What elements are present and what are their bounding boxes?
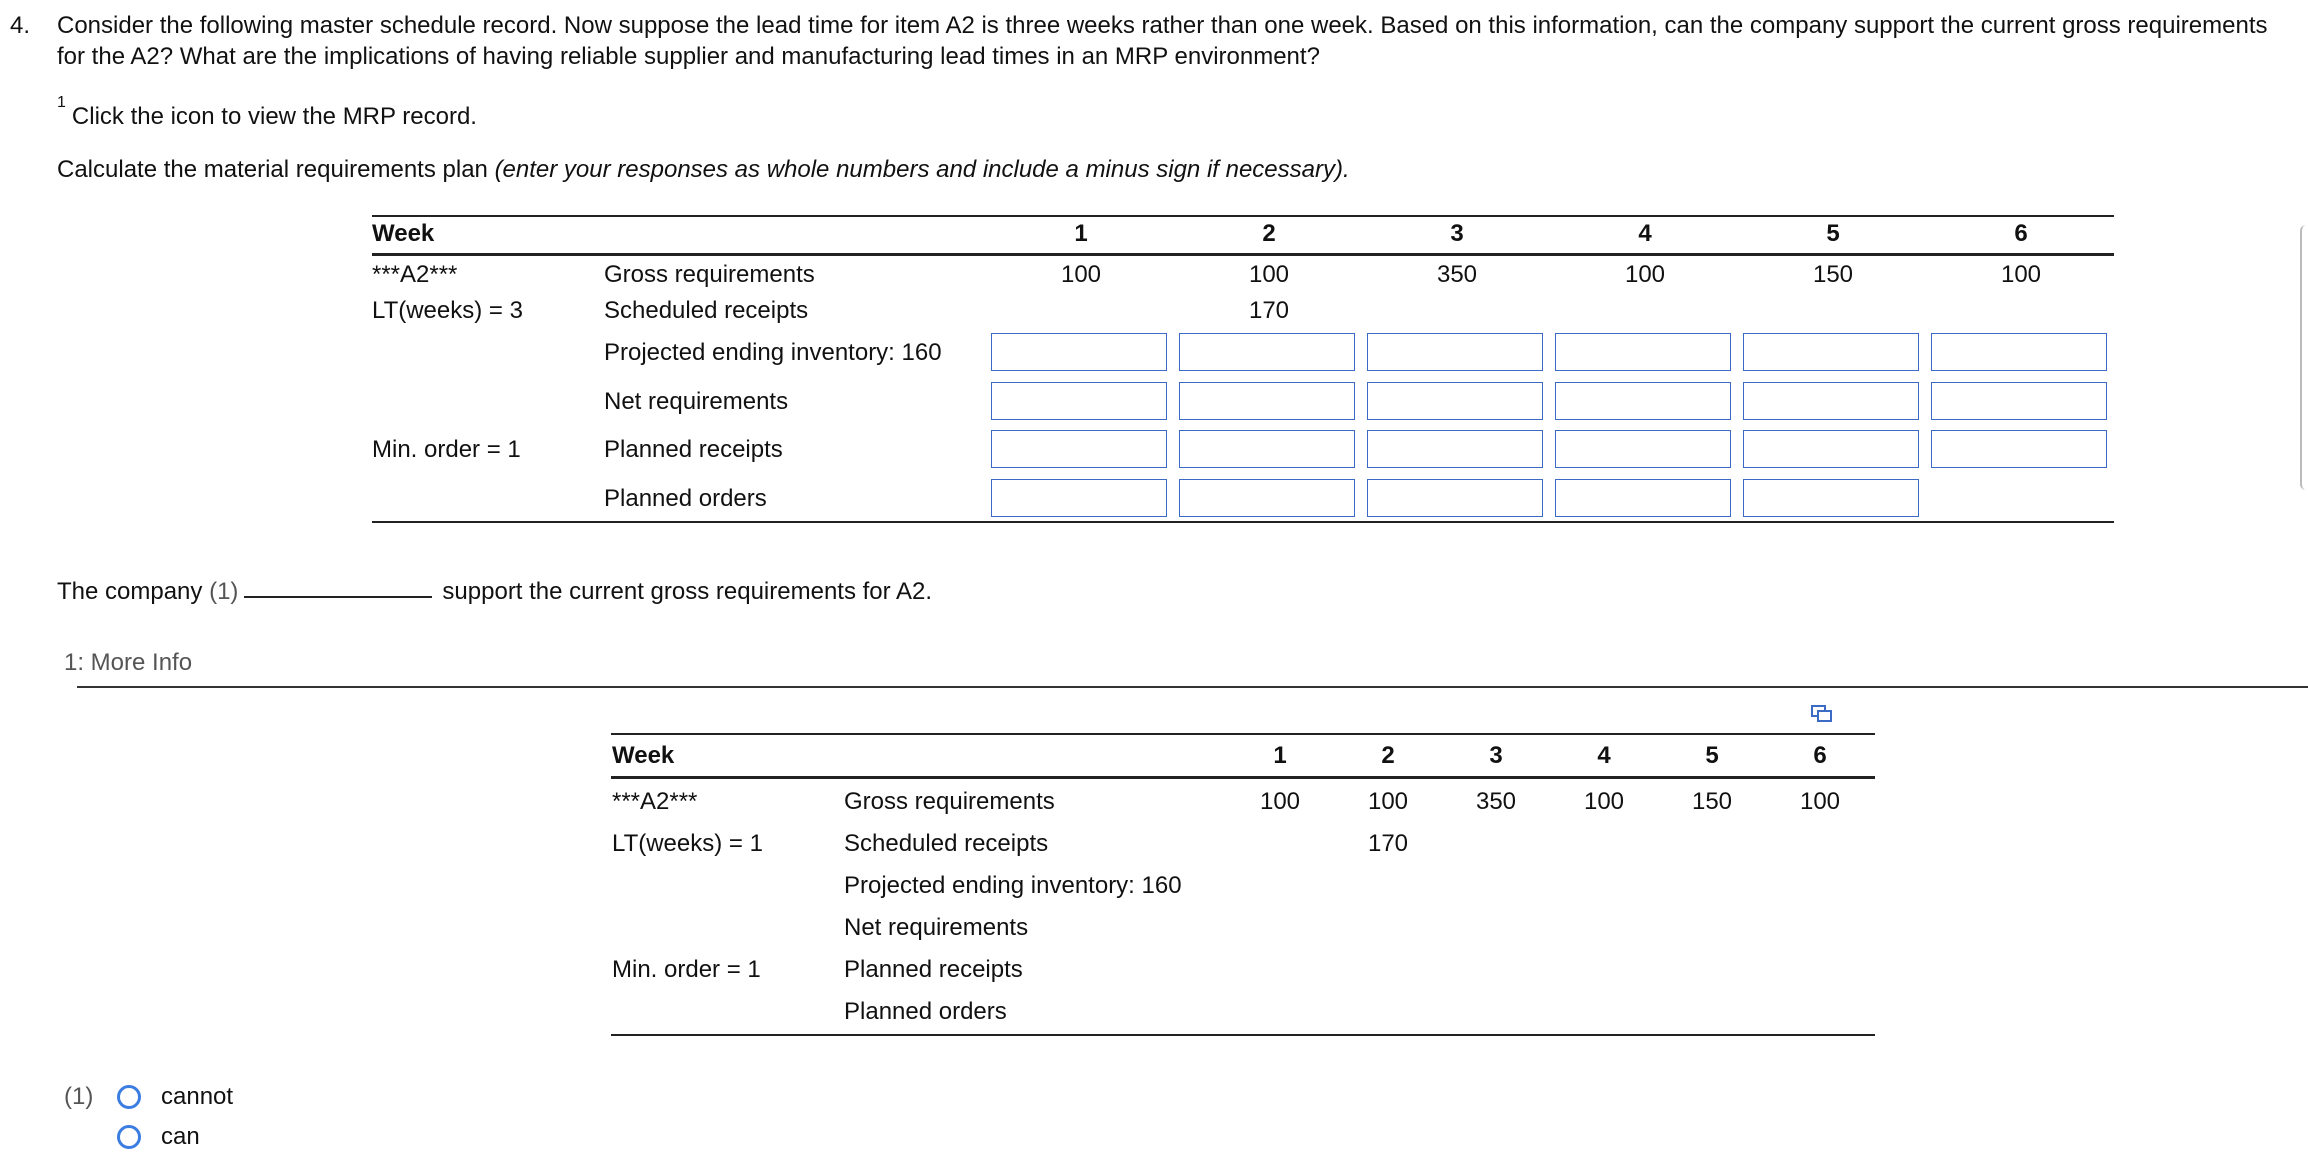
planned-receipts-input-week-1[interactable] xyxy=(991,430,1167,468)
planned-orders-input-week-2[interactable] xyxy=(1179,479,1355,517)
info-gross-week-4: 100 xyxy=(1583,788,1625,815)
projected-input-week-4[interactable] xyxy=(1555,333,1731,371)
item-label: ***A2*** xyxy=(372,261,458,288)
planned-orders-input-week-3[interactable] xyxy=(1367,479,1543,517)
options-ref: (1) xyxy=(64,1083,94,1110)
sentence-after: support the current gross requirements for A2. xyxy=(442,578,932,605)
table-bottom-rule xyxy=(372,521,2114,523)
gross-week-2: 100 xyxy=(1248,261,1290,288)
info-row-label-scheduled: Scheduled receipts xyxy=(844,830,1049,857)
option-cannot-label[interactable]: cannot xyxy=(161,1083,234,1110)
info-week-4-header: 4 xyxy=(1597,742,1611,769)
table-top-rule xyxy=(372,215,2114,217)
info-week-3-header: 3 xyxy=(1489,742,1503,769)
info-week-5-header: 5 xyxy=(1705,742,1719,769)
planned-receipts-input-week-4[interactable] xyxy=(1555,430,1731,468)
question-text: Consider the following master schedule record. Now suppose the lead time for item A2 is three weeks rather than one week. Based on this information, can the company support the current gross requirements for the A2? What are the implications of having reliable supplier and manufacturing lead times in an MRP environment? xyxy=(57,12,2268,70)
info-scheduled-week-2: 170 xyxy=(1367,830,1409,857)
info-gross-week-1: 100 xyxy=(1259,788,1301,815)
min-order-label: Min. order = 1 xyxy=(372,436,521,463)
info-row-label-gross: Gross requirements xyxy=(844,788,1055,815)
planned-orders-input-week-5[interactable] xyxy=(1743,479,1919,517)
scheduled-week-2: 170 xyxy=(1248,297,1290,324)
info-gross-week-5: 150 xyxy=(1691,788,1733,815)
instruction xyxy=(57,155,1350,185)
footnote[interactable] xyxy=(57,96,477,132)
row-label-scheduled: Scheduled receipts xyxy=(604,297,809,324)
net-input-week-1[interactable] xyxy=(991,382,1167,420)
net-input-week-5[interactable] xyxy=(1743,382,1919,420)
radio-can[interactable] xyxy=(117,1125,141,1149)
net-input-week-6[interactable] xyxy=(1931,382,2107,420)
planned-receipts-input-week-6[interactable] xyxy=(1931,430,2107,468)
radio-cannot[interactable] xyxy=(117,1085,141,1109)
net-input-week-2[interactable] xyxy=(1179,382,1355,420)
copy-icon[interactable] xyxy=(1811,705,1833,723)
gross-week-4: 100 xyxy=(1624,261,1666,288)
info-row-label-planned-orders: Planned orders xyxy=(844,998,1007,1025)
info-week-header: Week xyxy=(612,742,675,769)
info-row-label-planned-receipts: Planned receipts xyxy=(844,956,1023,983)
gross-week-1: 100 xyxy=(1060,261,1102,288)
planned-receipts-input-week-5[interactable] xyxy=(1743,430,1919,468)
option-can-label[interactable]: can xyxy=(161,1123,200,1150)
lead-time-label: LT(weeks) = 3 xyxy=(372,297,523,324)
week-5-header: 5 xyxy=(1826,220,1840,247)
question-number: 4. xyxy=(10,12,31,39)
info-item-label: ***A2*** xyxy=(612,788,698,815)
projected-input-week-5[interactable] xyxy=(1743,333,1919,371)
net-input-week-3[interactable] xyxy=(1367,382,1543,420)
info-row-label-projected: Projected ending inventory: 160 xyxy=(844,872,1182,899)
projected-input-week-3[interactable] xyxy=(1367,333,1543,371)
footnote-mark: 1 xyxy=(57,94,66,111)
footnote-text: Click the icon to view the MRP record. xyxy=(71,103,477,130)
info-min-order-label: Min. order = 1 xyxy=(612,956,761,983)
more-info-title: 1: More Info xyxy=(64,649,193,676)
info-gross-week-2: 100 xyxy=(1367,788,1409,815)
side-scroll-edge xyxy=(2300,225,2308,490)
info-gross-week-3: 350 xyxy=(1475,788,1517,815)
row-label-net: Net requirements xyxy=(604,388,789,415)
planned-receipts-input-week-3[interactable] xyxy=(1367,430,1543,468)
answer-sentence xyxy=(57,577,932,607)
week-4-header: 4 xyxy=(1638,220,1652,247)
row-label-planned-receipts: Planned receipts xyxy=(604,436,783,463)
week-1-header: 1 xyxy=(1074,220,1088,247)
instruction-plain: Calculate the material requirements plan xyxy=(57,156,495,183)
projected-input-week-2[interactable] xyxy=(1179,333,1355,371)
week-6-header: 6 xyxy=(2014,220,2028,247)
gross-week-3: 350 xyxy=(1436,261,1478,288)
row-label-projected: Projected ending inventory: 160 xyxy=(604,339,942,366)
week-header: Week xyxy=(372,220,435,247)
info-week-2-header: 2 xyxy=(1381,742,1395,769)
info-lead-time-label: LT(weeks) = 1 xyxy=(612,830,763,857)
info-row-label-net: Net requirements xyxy=(844,914,1029,941)
row-label-gross: Gross requirements xyxy=(604,261,815,288)
sentence-before: The company xyxy=(57,578,203,605)
table-header-rule xyxy=(372,253,2114,256)
row-label-planned-orders: Planned orders xyxy=(604,485,767,512)
gross-week-5: 150 xyxy=(1812,261,1854,288)
projected-input-week-6[interactable] xyxy=(1931,333,2107,371)
planned-receipts-input-week-2[interactable] xyxy=(1179,430,1355,468)
week-3-header: 3 xyxy=(1450,220,1464,247)
projected-input-week-1[interactable] xyxy=(991,333,1167,371)
gross-week-6: 100 xyxy=(2000,261,2042,288)
sentence-ref: (1) xyxy=(209,578,239,605)
info-table-bottom-rule xyxy=(611,1034,1875,1036)
planned-orders-input-week-4[interactable] xyxy=(1555,479,1731,517)
answer-blank[interactable] xyxy=(244,596,432,598)
info-week-6-header: 6 xyxy=(1813,742,1827,769)
net-input-week-4[interactable] xyxy=(1555,382,1731,420)
instruction-italic: (enter your responses as whole numbers and include a minus sign if necessary). xyxy=(494,156,1350,183)
more-info-rule xyxy=(77,686,2308,688)
info-table-header-rule xyxy=(611,776,1875,779)
info-table-top-rule xyxy=(611,733,1875,735)
week-2-header: 2 xyxy=(1262,220,1276,247)
info-gross-week-6: 100 xyxy=(1799,788,1841,815)
planned-orders-input-week-1[interactable] xyxy=(991,479,1167,517)
info-week-1-header: 1 xyxy=(1273,742,1287,769)
